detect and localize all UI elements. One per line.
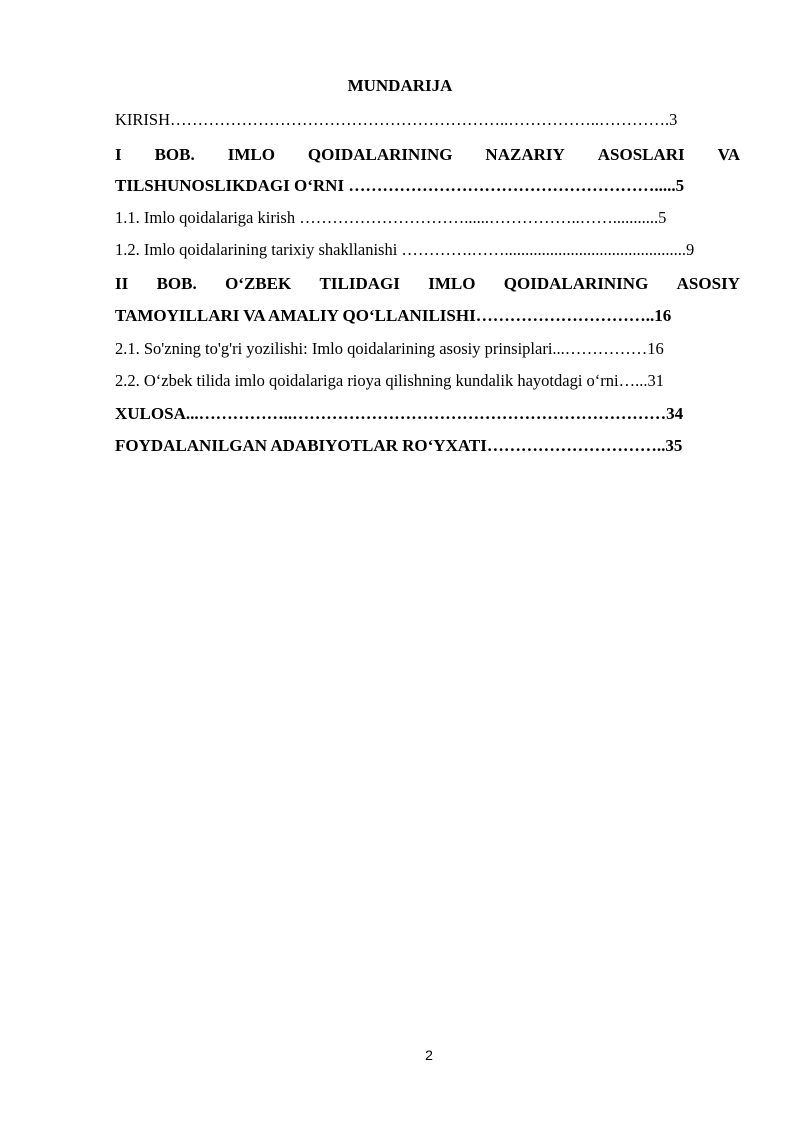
- toc-entry-2-1: 2.1. So'zning to'g'ri yozilishi: Imlo qoidalarining asosiy prinsiplari...……………16: [115, 339, 664, 358]
- toc-entry-xulosa: XULOSA...……………..…………………………………………………………34: [115, 404, 684, 423]
- toc-entry-adabiyotlar: FOYDALANILGAN ADABIYOTLAR RO‘YXATI…………………………..35: [115, 436, 683, 455]
- chapter-1-word: NAZARIY: [485, 145, 565, 164]
- chapter-2-word: BOB.: [156, 274, 197, 293]
- chapter-1-word: QOIDALARINING: [307, 145, 453, 164]
- chapter-2-word: QOIDALARINING: [503, 274, 649, 293]
- chapter-1-word: VA: [717, 145, 740, 164]
- chapter-2-word: IMLO: [428, 274, 476, 293]
- page-title: MUNDARIJA: [347, 76, 453, 95]
- chapter-1-word: ASOSLARI: [597, 145, 685, 164]
- chapter-2-word: ASOSIY: [676, 274, 740, 293]
- chapter-1-word: BOB.: [154, 145, 195, 164]
- toc-entry-chapter-2-line-1: [115, 274, 740, 294]
- toc-entry-kirish: KIRISH……………………………………………………..……………..………….3: [115, 110, 678, 129]
- chapter-2-word: TILIDAGI: [319, 274, 400, 293]
- toc-entry-1-2: 1.2. Imlo qoidalarining tarixiy shakllanishi ………….……............................................9: [115, 240, 695, 259]
- page-number: 2: [425, 1047, 433, 1063]
- chapter-1-word: IMLO: [227, 145, 275, 164]
- toc-entry-chapter-2-line-2: TAMOYILLARI VA AMALIY QO‘LLANILISHI…………………………..16: [115, 306, 672, 325]
- chapter-1-word: I: [115, 145, 122, 164]
- toc-entry-chapter-1-line-1: [115, 145, 740, 165]
- toc-entry-2-2: 2.2. O‘zbek tilida imlo qoidalariga rioya qilishning kundalik hayotdagi o‘rni…...31: [115, 371, 664, 390]
- chapter-2-word: II: [115, 274, 129, 293]
- chapter-2-word: O‘ZBEK: [225, 274, 292, 293]
- toc-entry-1-1: 1.1. Imlo qoidalariga kirish …………………………......……………..……...........5: [115, 208, 667, 227]
- toc-entry-chapter-1-line-2: TILSHUNOSLIKDAGI O‘RNI ……………………………………………….....5: [115, 176, 685, 195]
